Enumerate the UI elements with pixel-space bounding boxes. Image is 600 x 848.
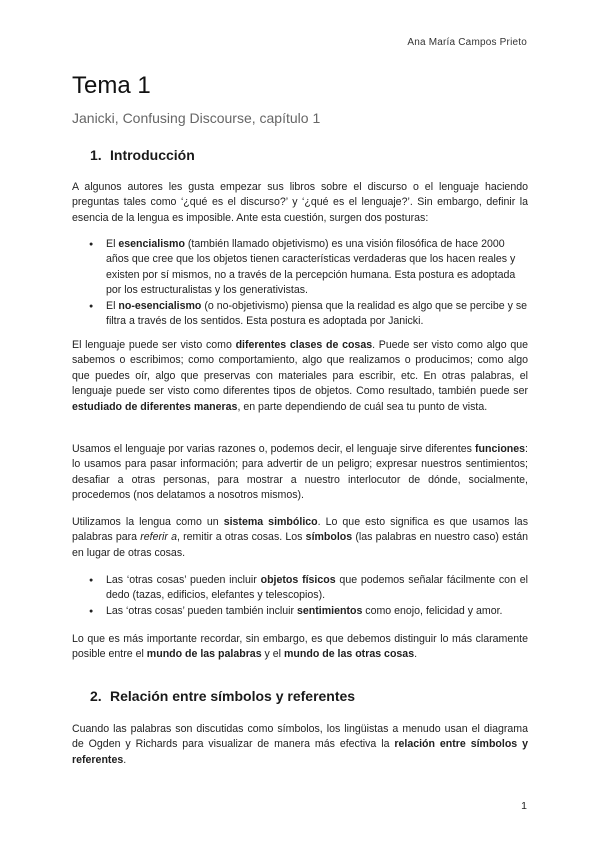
section-1-number: 1. xyxy=(90,147,102,163)
list-item: ● El esencialismo (también llamado objetivismo) es una visión filosófica de hace 2000 años que cree que los objetos tienen características verdaderas que los hacen reales y existen por sí mismos, no a través de la percepción humana. Esta postura es adoptada por los estructuralistas y los generativistas. xyxy=(72,237,528,299)
other-things-list xyxy=(72,573,528,619)
section-2-title: Relación entre símbolos y referentes xyxy=(110,688,356,704)
symbolic-system-paragraph: Utilizamos la lengua como un sistema simbólico. Lo que esto significa es que usamos las palabras para referir a, remitir a otras cosas. Los símbolos (las palabras en nuestro caso) están en lugar de otras cosas. xyxy=(72,516,528,559)
section-1-title: Introducción xyxy=(110,147,195,163)
page-title: Tema 1 xyxy=(72,72,151,99)
section-2-heading xyxy=(90,688,355,704)
list-item: ● Las ‘otras cosas’ pueden también incluir sentimientos como enojo, felicidad y amor. xyxy=(72,604,528,619)
list-item: ● Las ‘otras cosas’ pueden incluir objetos físicos que podemos señalar fácilmente con el dedo (tazas, edificios, elefantes y telescopios). xyxy=(72,573,528,604)
functions-paragraph: Usamos el lenguaje por varias razones o, podemos decir, el lenguaje sirve diferentes funciones: lo usamos para pasar información; para advertir de un peligro; expresar nuestros sentimientos; desafiar a otras personas, para mostrar a nuestro interlocutor de dónde, socialmente, procedemos (nos delatamos a nosotros mismos). xyxy=(72,443,528,502)
page-number: 1 xyxy=(521,800,527,812)
intro-paragraph: A algunos autores les gusta empezar sus libros sobre el discurso o el lenguaje haciendo preguntas tales como ‘¿qué es el discurso?’ y ‘¿qué es el lenguaje?’. Sin embargo, definir la esencia de la lengua es imposible. Ante esta cuestión, surgen dos posturas: xyxy=(72,181,528,224)
section-2-number: 2. xyxy=(90,688,102,704)
symbols-referents-paragraph: Cuando las palabras son discutidas como símbolos, los lingüistas a menudo usan el diagrama de Ogden y Richards para visualizar de manera más efectiva la relación entre símbolos y referentes. xyxy=(72,723,528,766)
list-item: ● El no-esencialismo (o no-objetivismo) piensa que la realidad es algo que se percibe y se filtra a través de los sentidos. Esta postura es adoptada por Janicki. xyxy=(72,299,528,330)
section-1-heading xyxy=(90,147,195,163)
postures-list xyxy=(72,237,528,329)
page-subtitle: Janicki, Confusing Discourse, capítulo 1 xyxy=(72,110,321,126)
distinguish-worlds-paragraph: Lo que es más importante recordar, sin embargo, es que debemos distinguir lo más claramente posible entre el mundo de las palabras y el mundo de las otras cosas. xyxy=(72,633,528,661)
header-author: Ana María Campos Prieto xyxy=(407,37,527,48)
language-as-objects-paragraph: El lenguaje puede ser visto como diferentes clases de cosas. Puede ser visto como algo que sabemos o escribimos; como comportamiento, algo que realizamos o producimos; como algo que puedes oír, algo que preservas con materiales para escribir, etc. En otras palabras, el lenguaje puede ser visto como diferentes tipos de objetos. Como resultado, también puede ser estudiado de diferentes maneras, en parte dependiendo de cuál sea tu punto de vista. xyxy=(72,339,529,413)
